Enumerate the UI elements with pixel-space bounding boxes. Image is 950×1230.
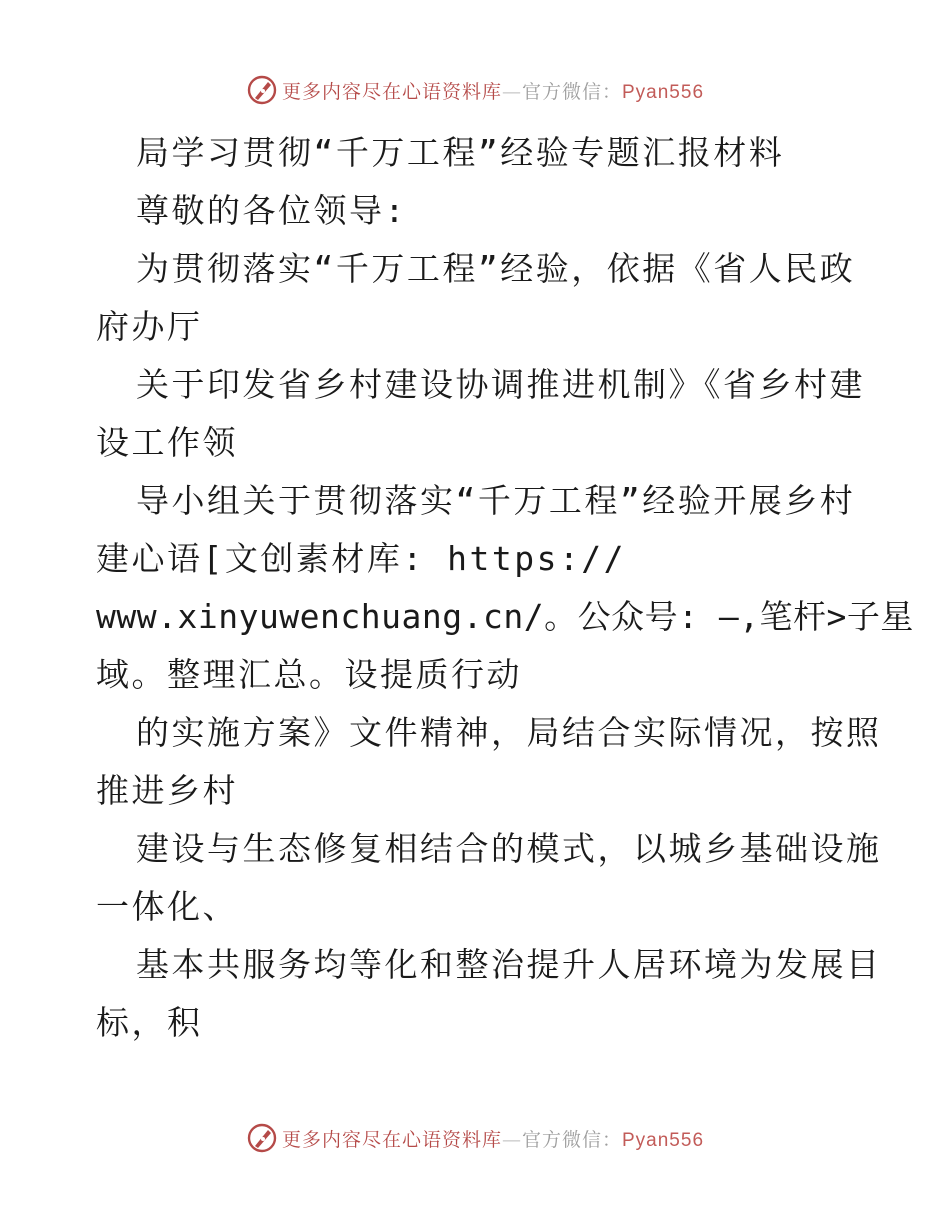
document-body [96,124,914,1052]
watermark-wechat-id: Pyan556 [622,1129,705,1151]
salutation: 尊敬的各位领导: [136,191,407,230]
paragraph-line: 府办厅 [96,307,203,346]
watermark-text [282,1125,704,1152]
pen-nib-logo-icon [246,74,278,106]
paragraph-line: 建设与生态修复相结合的模式，以城乡基础设施 [136,829,882,868]
document-title: 局学习贯彻“千万工程”经验专题汇报材料 [136,133,785,172]
watermark-brand: 更多内容尽在心语资料库 [281,80,502,103]
paragraph-line: 基本共服务均等化和整治提升人居环境为发展目 [136,945,882,984]
watermark-banner-content [246,1122,704,1154]
paragraph-line: 一体化、 [96,887,238,926]
paragraph-line: 域。整理汇总。设提质行动 [96,655,522,694]
paragraph-line: 标，积 [96,1003,203,1042]
watermark-banner-content [246,74,704,106]
paragraph-line: 为贯彻落实“千万工程”经验，依据《省人民政 [136,249,856,288]
watermark-wechat-id: Pyan556 [622,81,705,103]
paragraph-line: 建心语[文创素材库: https:// [96,539,627,578]
pen-nib-logo-icon [246,1122,278,1154]
watermark-wechat-label: 官方微信： [521,80,622,103]
paragraph-line: 设工作领 [96,423,238,462]
watermark-brand: 更多内容尽在心语资料库 [281,1128,502,1151]
paragraph-line: 关于印发省乡村建设协调推进机制》《省乡村建 [136,365,865,404]
paragraph-line: 推进乡村 [96,771,238,810]
paragraph-line: 导小组关于贯彻落实“千万工程”经验开展乡村 [136,481,856,520]
watermark-text [282,77,704,104]
paragraph-line: 的实施方案》文件精神，局结合实际情况，按照 [136,713,882,752]
footer-watermark-banner [0,1118,950,1158]
header-watermark-banner [0,70,950,110]
watermark-dash: — [501,80,522,103]
watermark-dash: — [501,1128,522,1151]
paragraph-line: www.xinyuwenchuang.cn/。公众号: —,笔杆>子星 [96,597,914,636]
watermark-wechat-label: 官方微信： [521,1128,622,1151]
